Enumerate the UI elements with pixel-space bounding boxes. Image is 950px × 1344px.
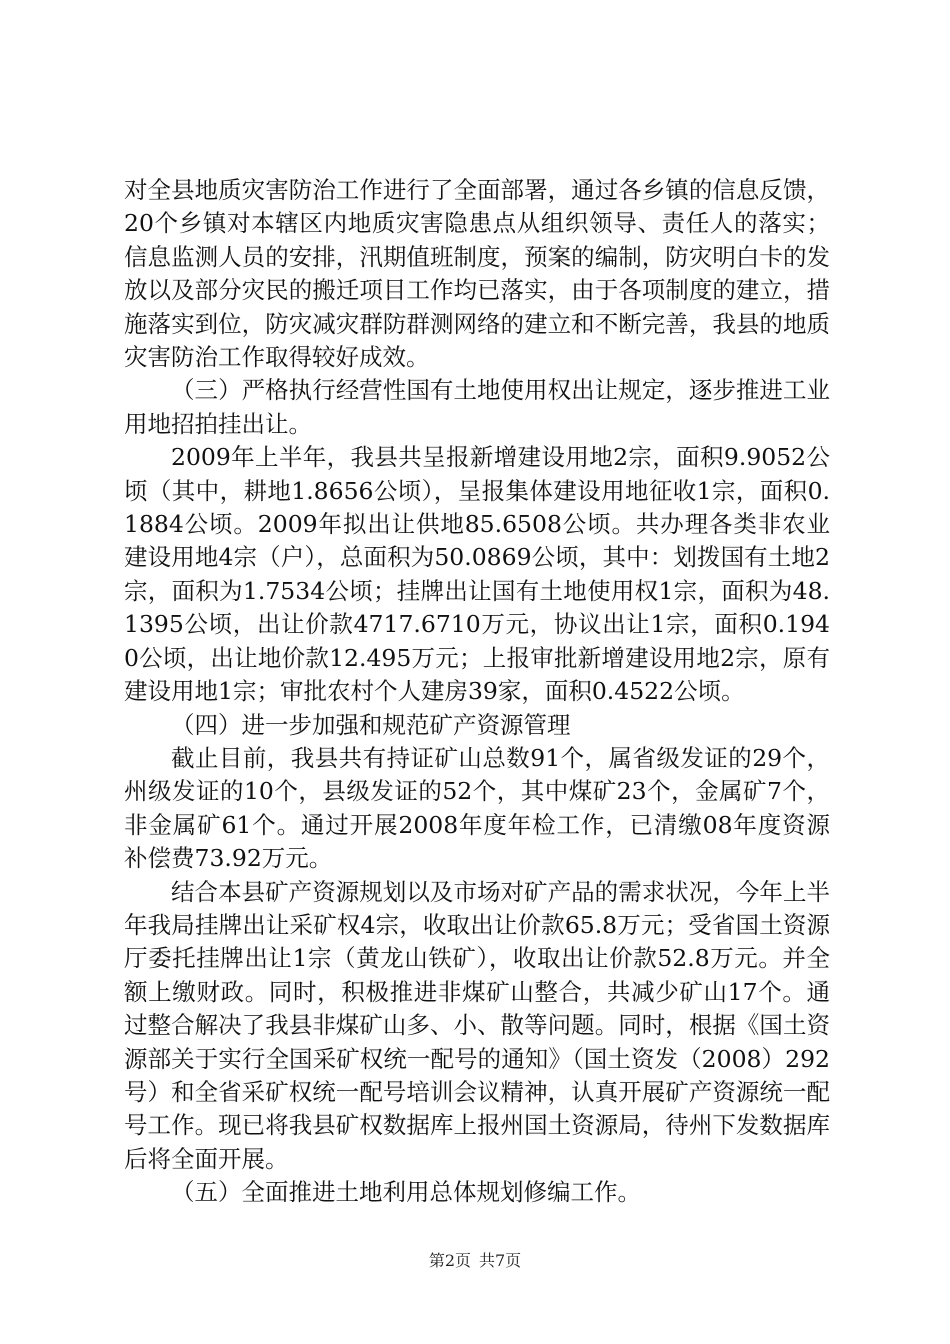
paragraph-6: 结合本县矿产资源规划以及市场对矿产品的需求状况，今年上半年我局挂牌出让采矿权4宗，收取出让价款65.8万元；受省国土资源厅委托挂牌出让1宗（黄龙山铁矿），收取出让价款52.8万元。并全额上缴财政。同时，积极推进非煤矿山整合，共减少矿山17个。通过整合解决了我县非煤矿山多、小、散等问题。同时，根据《国土资源部关于实行全国采矿权统一配号的通知》（国土资发（2008）292号）和全省采矿权统一配号培训会议精神，认真开展矿产资源统一配号工作。现已将我县矿权数据库上报州国土资源局，待州下发数据库后将全面开展。 [124, 877, 830, 1173]
document-body [124, 174, 830, 1210]
paragraph-2-section-heading: （三）严格执行经营性国有土地使用权出让规定，逐步推进工业用地招拍挂出让。 [124, 376, 830, 438]
paragraph-4-section-heading: （四）进一步加强和规范矿产资源管理 [171, 710, 571, 739]
page-total: 共7页 [479, 1251, 522, 1270]
paragraph-7-section-heading: （五）全面推进土地利用总体规划修编工作。 [171, 1178, 641, 1207]
page-footer [0, 1251, 950, 1271]
paragraph-1: 对全县地质灾害防治工作进行了全面部署，通过各乡镇的信息反馈，20个乡镇对本辖区内地质灾害隐患点从组织领导、责任人的落实；信息监测人员的安排，汛期值班制度，预案的编制，防灾明白卡的发放以及部分灾民的搬迁项目工作均已落实，由于各项制度的建立，措施落实到位，防灾减灾群防群测网络的建立和不断完善，我县的地质灾害防治工作取得较好成效。 [124, 176, 830, 372]
paragraph-5: 截止目前，我县共有持证矿山总数91个，属省级发证的29个，州级发证的10个，县级发证的52个，其中煤矿23个，金属矿7个，非金属矿61个。通过开展2008年度年检工作，已清缴08年度资源补偿费73.92万元。 [124, 743, 830, 873]
page-number: 第2页 [428, 1251, 471, 1270]
paragraph-3: 2009年上半年，我县共呈报新增建设用地2宗，面积9.9052公顷（其中，耕地1.8656公顷），呈报集体建设用地征收1宗，面积0.1884公顷。2009年拟出让供地85.6508公顷。共办理各类非农业建设用地4宗（户），总面积为50.0869公顷，其中：划拨国有土地2宗，面积为1.7534公顷；挂牌出让国有土地使用权1宗，面积为48.1395公顷，出让价款4717.6710万元，协议出让1宗，面积0.1940公顷，出让地价款12.495万元；上报审批新增建设用地2宗，原有建设用地1宗；审批农村个人建房39家，面积0.4522公顷。 [124, 443, 830, 706]
